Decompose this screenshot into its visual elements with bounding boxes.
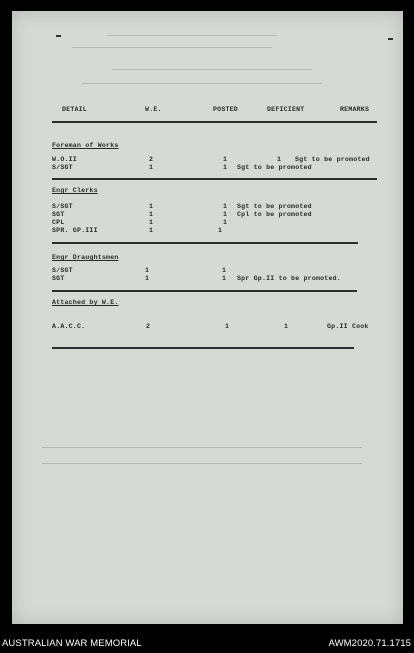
section-rule	[52, 290, 357, 292]
bleed-through-line	[112, 69, 312, 70]
row-we: 1	[145, 267, 150, 274]
section-title: Engr Draughtsmen	[52, 254, 119, 261]
row-posted: 1	[223, 164, 228, 171]
footer-accession-id: AWM2020.71.1715	[328, 638, 411, 649]
row-detail: SPR. GP.III	[52, 227, 98, 234]
row-detail: W.O.II	[52, 156, 77, 163]
document-page	[12, 11, 403, 624]
row-we: 1	[149, 203, 154, 210]
row-we: 1	[149, 211, 154, 218]
header-detail: DETAIL	[62, 106, 87, 113]
row-remarks: Spr Gp.II to be promoted.	[237, 275, 341, 282]
header-deficient: DEFICIENT	[267, 106, 305, 113]
bleed-through-line	[42, 463, 362, 464]
section-rule	[52, 242, 358, 244]
punch-mark	[56, 35, 61, 37]
row-remarks: Gp.II Cook	[327, 323, 369, 330]
row-we: 1	[145, 275, 150, 282]
row-posted: 1	[223, 156, 228, 163]
footer-source: AUSTRALIAN WAR MEMORIAL	[2, 638, 142, 649]
row-deficient: 1	[284, 323, 289, 330]
row-posted: 1	[222, 267, 227, 274]
header-we: W.E.	[145, 106, 162, 113]
section-title: Attached by W.E.	[52, 299, 119, 306]
row-we: 2	[146, 323, 151, 330]
section-rule	[52, 347, 354, 349]
header-posted: POSTED	[213, 106, 238, 113]
row-deficient: 1	[277, 156, 282, 163]
row-detail: A.A.C.C.	[52, 323, 86, 330]
row-detail: S/SGT	[52, 203, 73, 210]
punch-mark	[388, 38, 393, 40]
row-posted: 1	[223, 211, 228, 218]
row-posted: 1	[223, 203, 228, 210]
bleed-through-line	[107, 35, 277, 36]
row-detail: SGT	[52, 275, 65, 282]
row-posted: 1	[222, 275, 227, 282]
row-remarks: Cpl to be promoted	[237, 211, 312, 218]
row-remarks: Sgt to be promoted	[237, 164, 312, 171]
section-title: Foreman of Works	[52, 142, 119, 149]
bleed-through-line	[72, 47, 272, 48]
row-we: 1	[149, 219, 154, 226]
row-detail: SGT	[52, 211, 65, 218]
row-detail: CPL	[52, 219, 65, 226]
row-detail: S/SGT	[52, 267, 73, 274]
row-remarks: Sgt to be promoted	[237, 203, 312, 210]
section-rule	[52, 178, 377, 180]
row-posted: 1	[225, 323, 230, 330]
row-we: 1	[149, 227, 154, 234]
row-posted: 1	[218, 227, 223, 234]
section-title: Engr Clerks	[52, 187, 98, 194]
header-remarks: REMARKS	[340, 106, 370, 113]
row-we: 2	[149, 156, 154, 163]
row-detail: S/SGT	[52, 164, 73, 171]
bleed-through-line	[42, 447, 362, 448]
row-remarks: Sgt to be promoted	[295, 156, 370, 163]
bleed-through-line	[82, 83, 322, 84]
row-posted: 1	[223, 219, 228, 226]
header-rule	[52, 121, 377, 123]
row-we: 1	[149, 164, 154, 171]
